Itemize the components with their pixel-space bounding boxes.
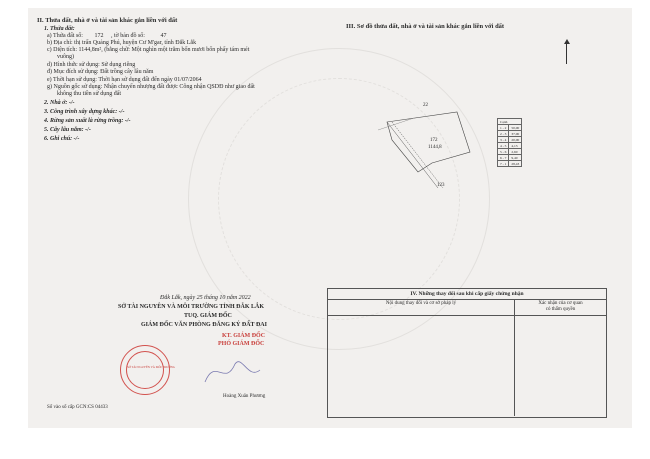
area-line-1: c) Diện tích: 1144,8m², (bằng chữ: Một nghìn một trăm bốn mươi bốn phẩy tám mét <box>47 47 250 53</box>
table-row: 1 - 2 50,00 <box>498 125 522 131</box>
construction-line: 3. Công trình xây dựng khác: -/- <box>44 109 125 115</box>
changes-column-content <box>328 299 515 416</box>
official-seal-inner <box>126 351 164 389</box>
north-arrow-shaft <box>566 42 567 64</box>
edge-length-table <box>497 118 522 167</box>
usage-purpose: đ) Mục đích sử dụng: Đất trồng cây lâu năm <box>47 69 154 75</box>
changes-col-header-2b: có thẩm quyền <box>545 307 576 312</box>
adjacent-parcel-bottom: 123 <box>437 183 445 188</box>
note-line: 6. Ghi chú: -/- <box>44 136 80 142</box>
changes-col-header-1: Nội dung thay đổi và cơ sở pháp lý <box>328 299 514 316</box>
section-2-title: II. Thửa đất, nhà ở và tài sản khác gắn liền với đất <box>37 17 178 24</box>
map-sheet-number: 47 <box>160 33 167 39</box>
parcel-number: 172 <box>94 33 104 39</box>
table-row: 3 - 4 20,00 <box>498 137 522 143</box>
edge-table-header: Cạnh <box>498 119 522 125</box>
registry-number: Số vào sổ cấp GCN:CS 04433 <box>47 405 108 410</box>
table-row: 6 - 7 9,40 <box>498 155 522 161</box>
changes-table-title: IV. Những thay đổi sau khi cấp giấy chứng nhận <box>328 289 606 300</box>
parcel-outline <box>387 112 470 172</box>
usage-origin-1: g) Nguồn gốc sử dụng: Nhận chuyển nhượng đất được Công nhận QSDĐ như giao đất <box>47 84 255 90</box>
section-3-title: III. Sơ đồ thửa đất, nhà ở và tài sản khác gắn liền với đất <box>346 23 505 30</box>
kt-director: KT. GIÁM ĐỐC <box>222 333 266 339</box>
parcel-number-line <box>47 33 166 40</box>
table-row: 4 - 5 4,13 <box>498 143 522 149</box>
authorization-line: TUQ. GIÁM ĐỐC <box>184 313 232 319</box>
table-row: 2 - 3 37,00 <box>498 131 522 137</box>
forest-line: 4. Rừng sản xuất là rừng trồng: -/- <box>44 118 131 124</box>
parcel-area-label: 1144,8 <box>428 145 442 150</box>
deputy-director: PHÓ GIÁM ĐỐC <box>218 341 265 347</box>
changes-col-header-2 <box>515 299 606 316</box>
perennial-line: 5. Cây lâu năm: -/- <box>44 127 91 133</box>
house-line: 2. Nhà ở: -/- <box>44 100 75 106</box>
signature-mark <box>200 352 270 392</box>
usage-form: d) Hình thức sử dụng: Sử dụng riêng <box>47 62 136 68</box>
issue-date: Đắk Lắk, ngày 25 tháng 10 năm 2022 <box>160 295 251 301</box>
table-row: 7 - 1 28,43 <box>498 161 522 167</box>
road-edge-1 <box>387 122 438 188</box>
seal-text: SỞ TÀI NGUYÊN VÀ MÔI TRƯỜNG <box>127 365 175 369</box>
table-row: 5 - 6 2,60 <box>498 149 522 155</box>
changes-table <box>327 288 607 418</box>
road-label-line <box>378 118 414 130</box>
parcel-heading: 1. Thửa đất: <box>44 26 75 32</box>
adjacent-parcel-top: 22 <box>423 103 428 108</box>
address: b) Địa chỉ: thị trấn Quảng Phú, huyện Cư M'gar, tỉnh Đắk Lắk <box>47 40 197 46</box>
changes-col-header-2a: Xác nhận của cơ quan <box>538 301 583 306</box>
issuing-organization: SỞ TÀI NGUYÊN VÀ MÔI TRƯỜNG TỈNH ĐẮK LẮK <box>118 304 265 310</box>
map-sheet-label: , tờ bản đồ số: <box>110 33 145 39</box>
area-line-2: vuông) <box>57 54 74 60</box>
office-director: GIÁM ĐỐC VĂN PHÒNG ĐĂNG KÝ ĐẤT ĐAI <box>141 322 267 328</box>
parcel-number-label: a) Thửa đất số: <box>47 33 83 39</box>
usage-origin-2: không thu tiền sử dụng đất <box>57 91 122 97</box>
parcel-label: 172 <box>430 138 438 143</box>
road-edge-2 <box>392 122 443 188</box>
usage-term: e) Thời hạn sử dụng: Thời hạn sử dụng đất đến ngày 01/07/2064 <box>47 77 202 83</box>
signer-name: Hoàng Xuân Phương <box>223 394 266 399</box>
